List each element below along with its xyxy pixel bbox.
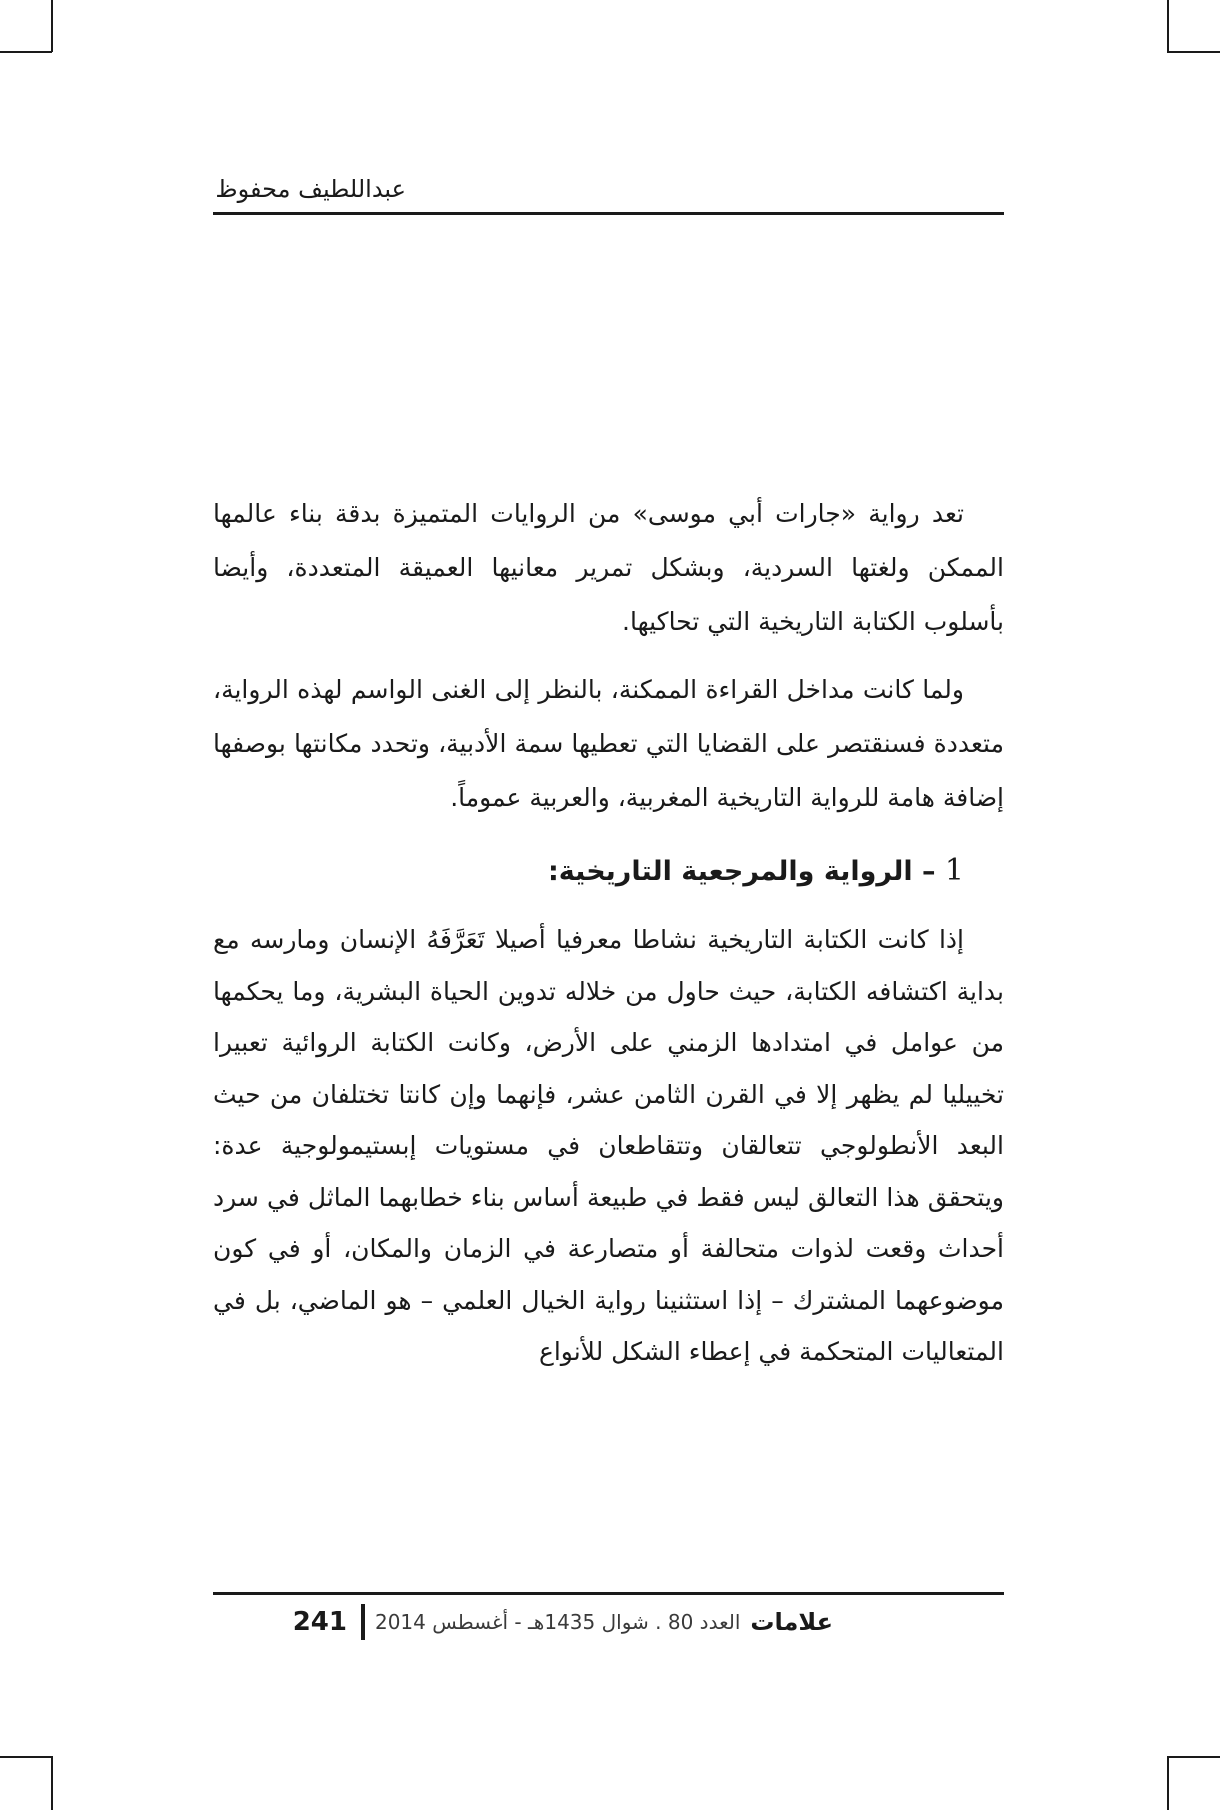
article-body bbox=[213, 487, 1004, 1392]
page-footer bbox=[213, 1600, 833, 1644]
crop-mark bbox=[1167, 1756, 1220, 1758]
section-title: – الرواية والمرجعية التاريخية: bbox=[548, 856, 936, 887]
paragraph: تعد رواية «جارات أبي موسى» من الروايات المتميزة بدقة بناء عالمها الممكن ولغتها السردية، وبشكل تمرير معانيها العميقة المتعددة، وأيضا بأسلوب الكتابة التاريخية التي تحاكيها. bbox=[213, 499, 1004, 636]
header-rule bbox=[213, 212, 1004, 215]
running-header-author: عبداللطيف محفوظ bbox=[215, 175, 406, 203]
page-number: 241 bbox=[292, 1607, 347, 1637]
paragraph: ولما كانت مداخل القراءة الممكنة، بالنظر إلى الغنى الواسم لهذه الرواية، متعددة فسنقتصر على القضايا التي تعطيها سمة الأدبية، وتحدد مكانتها بوصفها إضافة هامة للرواية التاريخية المغربية، والعربية عموماً. bbox=[213, 675, 1004, 812]
crop-mark bbox=[1167, 51, 1220, 53]
crop-mark bbox=[1167, 0, 1169, 52]
crop-mark bbox=[51, 1756, 53, 1810]
crop-mark bbox=[0, 51, 52, 53]
footer-divider bbox=[361, 1604, 365, 1640]
section-number: 1 bbox=[944, 853, 964, 888]
crop-mark bbox=[51, 0, 53, 52]
journal-logo: علامات bbox=[750, 1608, 833, 1636]
crop-mark bbox=[0, 1756, 52, 1758]
issue-info: العدد 80 . شوال 1435هـ - أغسطس 2014 bbox=[374, 1610, 741, 1634]
footer-rule bbox=[213, 1592, 1004, 1595]
crop-mark bbox=[1167, 1756, 1169, 1810]
paragraph: إذا كانت الكتابة التاريخية نشاطا معرفيا أصيلا تَعَرَّفَهُ الإنسان ومارسه مع بداية اكتشافه الكتابة، حيث حاول من خلاله تدوين الحياة البشرية، وما يحكمها من عوامل في امتدادها الزمني على الأرض، وكانت الكتابة الروائية تعبيرا تخييليا لم يظهر إلا في القرن الثامن عشر، فإنهما وإن كانتا تختلفان من حيث البعد الأنطولوجي تتعالقان وتتقاطعان في مستويات إبستيمولوجية عدة: ويتحقق هذا التعالق ليس فقط في طبيعة أساس بناء خطابهما الماثل في سرد أحداث وقعت لذوات متحالفة أو متصارعة في الزمان والمكان، أو في كون موضوعهما المشترك – إذا استثنينا رواية الخيال العلمي – هو الماضي، بل في المتعاليات المتحكمة في إعطاء الشكل للأنواع bbox=[213, 925, 1004, 1366]
section-heading bbox=[213, 843, 1004, 900]
